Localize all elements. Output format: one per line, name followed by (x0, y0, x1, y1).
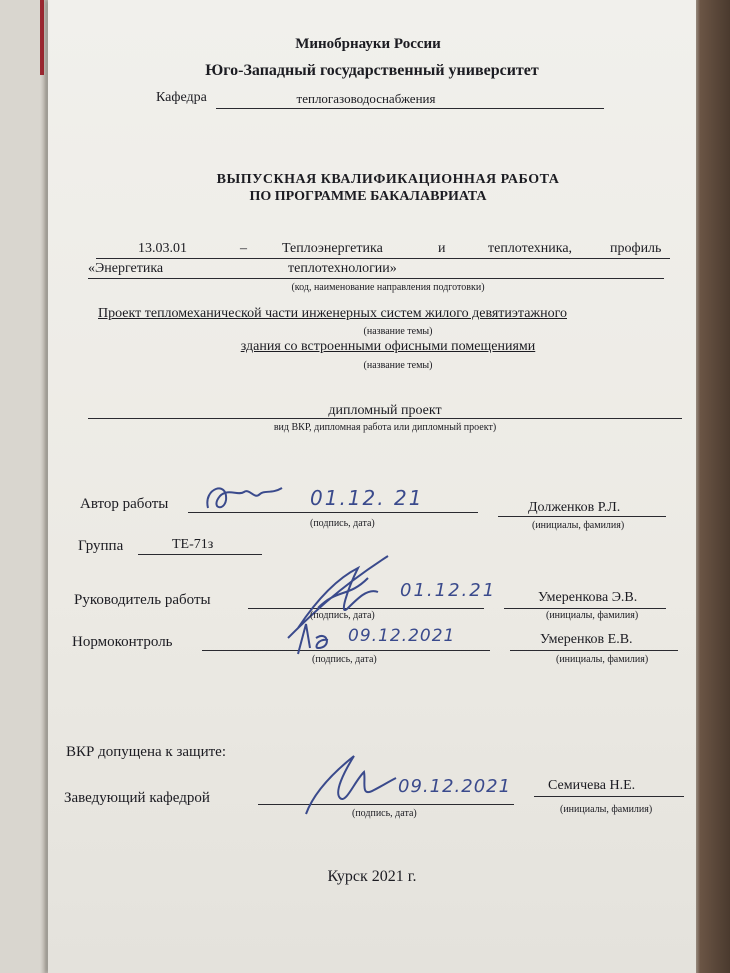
head-label: Заведующий кафедрой (64, 790, 210, 806)
head-sig-caption: (подпись, дата) (352, 808, 417, 819)
supervisor-name: Умеренкова Э.В. (538, 590, 638, 605)
direction-dash: – (240, 241, 247, 256)
author-date: 01.12. 21 (310, 486, 424, 510)
supervisor-label: Руководитель работы (74, 592, 211, 608)
topic-caption1: (название темы) (363, 326, 433, 337)
supervisor-date: 01.12.21 (400, 580, 497, 601)
work-type-value: дипломный проект (328, 403, 442, 418)
direction-word1: Теплоэнергетика (282, 241, 383, 256)
city-year: Курск 2021 г. (327, 868, 417, 885)
title-line2: ПО ПРОГРАММЕ БАКАЛАВРИАТА (249, 189, 487, 204)
admission-text: ВКР допущена к защите: (66, 744, 226, 760)
supervisor-sig-caption: (подпись, дата) (310, 610, 375, 621)
author-label: Автор работы (80, 496, 169, 512)
topic-line2: здания со встроенными офисными помещениями (240, 339, 536, 354)
normcontrol-label: Нормоконтроль (72, 634, 173, 650)
direction-word2: и (438, 241, 446, 256)
head-name: Семичева Н.Е. (548, 778, 636, 793)
topic-line1: Проект тепломеханической части инженерных систем жилого девятиэтажного (98, 306, 567, 321)
supervisor-name-caption: (инициалы, фамилия) (546, 610, 639, 621)
direction-word4: профиль (610, 241, 662, 256)
normcontrol-name-caption: (инициалы, фамилия) (556, 654, 649, 665)
normcontrol-sig-caption: (подпись, дата) (312, 654, 377, 665)
department-label: Кафедра (156, 90, 207, 105)
ministry: Минобрнауки России (295, 36, 441, 52)
normcontrol-signature (288, 618, 348, 658)
normcontrol-name: Умеренков Е.В. (540, 632, 633, 647)
direction-line2-b: теплотехнологии» (288, 261, 397, 276)
university: Юго-Западный государственный университет (205, 62, 539, 79)
author-sig-caption: (подпись, дата) (310, 518, 375, 529)
topic-caption2: (название темы) (363, 360, 433, 371)
department-value: теплогазоводоснабжения (296, 91, 436, 106)
group-value: ТЕ-71з (172, 537, 214, 552)
author-signature (198, 478, 288, 518)
work-type-caption: вид ВКР, дипломная работа или дипломный проект) (273, 422, 497, 433)
binder-strip (40, 0, 44, 75)
direction-word3: теплотехника, (488, 241, 573, 256)
author-name-caption: (инициалы, фамилия) (532, 520, 625, 531)
head-date: 09.12.2021 (398, 776, 512, 797)
direction-caption: (код, наименование направления подготовки) (291, 282, 485, 293)
author-name: Долженков Р.Л. (528, 500, 621, 515)
direction-code: 13.03.01 (138, 241, 187, 256)
direction-line2-a: «Энергетика (88, 261, 164, 276)
head-name-caption: (инициалы, фамилия) (560, 804, 653, 815)
group-label: Группа (78, 538, 124, 554)
title-line1: ВЫПУСКНАЯ КВАЛИФИКАЦИОННАЯ РАБОТА (216, 172, 560, 187)
document-page (48, 0, 696, 973)
normcontrol-date: 09.12.2021 (348, 626, 456, 646)
